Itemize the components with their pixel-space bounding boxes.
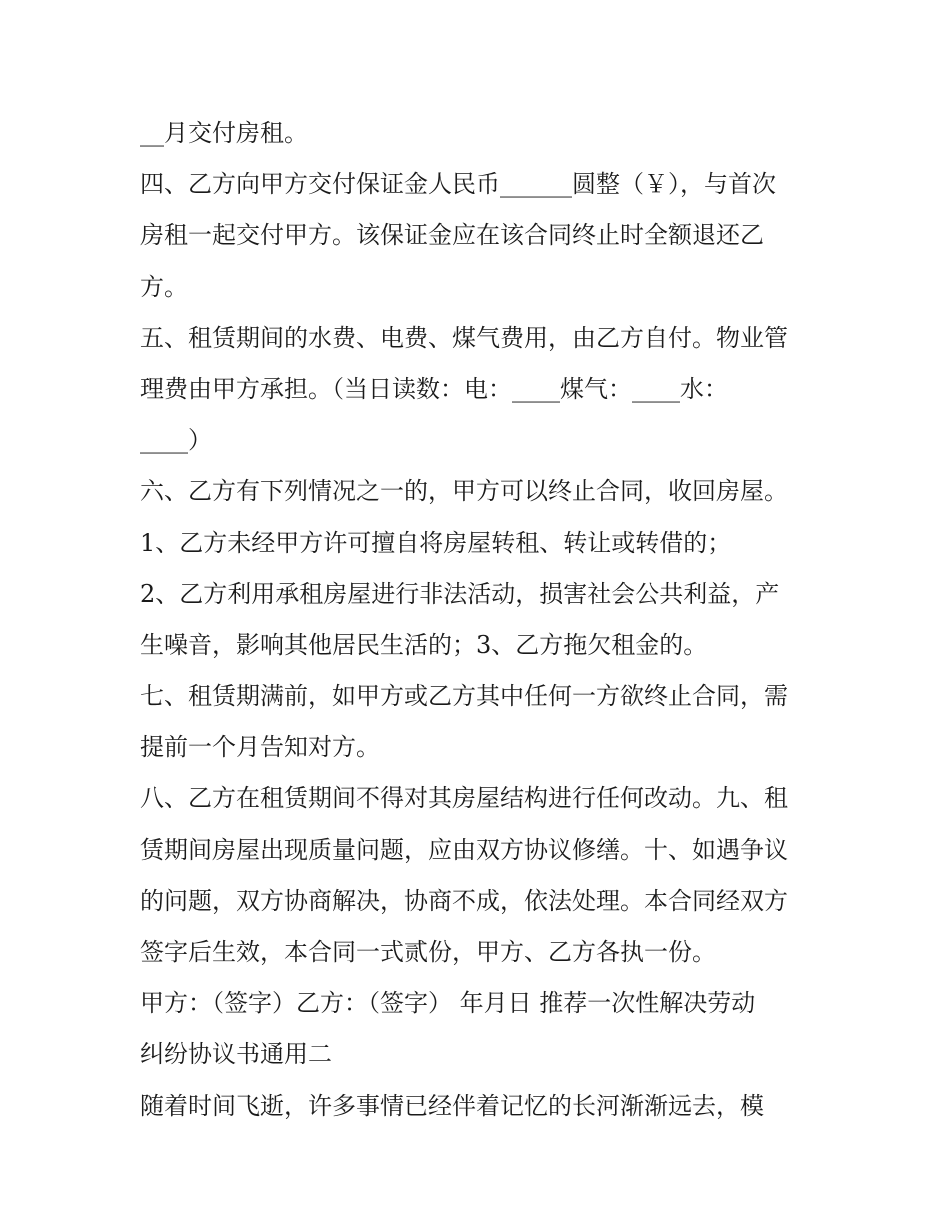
text-line: 签字后生效，本合同一式贰份，甲方、乙方各执一份。	[140, 938, 716, 966]
text-line: 五、租赁期间的水费、电费、煤气费用，由乙方自付。物业管	[140, 323, 788, 352]
text-line: ____）	[140, 426, 212, 455]
text-line: 方。	[140, 272, 188, 301]
text-line: 提前一个月告知对方。	[140, 733, 380, 762]
text-line: 2、乙方利用承租房屋进行非法活动，损害社会公共利益，产	[140, 579, 780, 608]
text-line: 1、乙方未经甲方许可擅自将房屋转租、转让或转借的；	[140, 528, 732, 557]
text-line: 八、乙方在租赁期间不得对其房屋结构进行任何改动。九、租	[140, 784, 788, 813]
text-line: 随着时间飞逝，许多事情已经伴着记忆的长河渐渐远去，模	[140, 1091, 764, 1120]
text-line: 六、乙方有下列情况之一的，甲方可以终止合同，收回房屋。	[140, 477, 788, 506]
text-line: 的问题，双方协商解决，协商不成，依法处理。本合同经双方	[140, 886, 788, 915]
text-line: 生噪音，影响其他居民生活的；3、乙方拖欠租金的。	[140, 630, 708, 659]
text-line: 七、租赁期满前，如甲方或乙方其中任何一方欲终止合同，需	[140, 682, 788, 711]
text-line: 赁期间房屋出现质量问题，应由双方协议修缮。十、如遇争议	[140, 835, 788, 864]
text-line: 甲方：（签字）乙方：（签字） 年月日 推荐一次性解决劳动	[140, 989, 756, 1018]
document-body	[140, 108, 830, 1132]
text-line: 四、乙方向甲方交付保证金人民币______圆整（￥），与首次	[140, 170, 776, 199]
text-line: 理费由甲方承担。（当日读数：电：____煤气：____水：	[140, 374, 728, 403]
text-line: __月交付房租。	[140, 119, 308, 147]
text-line: 房租一起交付甲方。该保证金应在该合同终止时全额退还乙	[140, 221, 764, 250]
text-line: 纠纷协议书通用二	[140, 1040, 332, 1069]
